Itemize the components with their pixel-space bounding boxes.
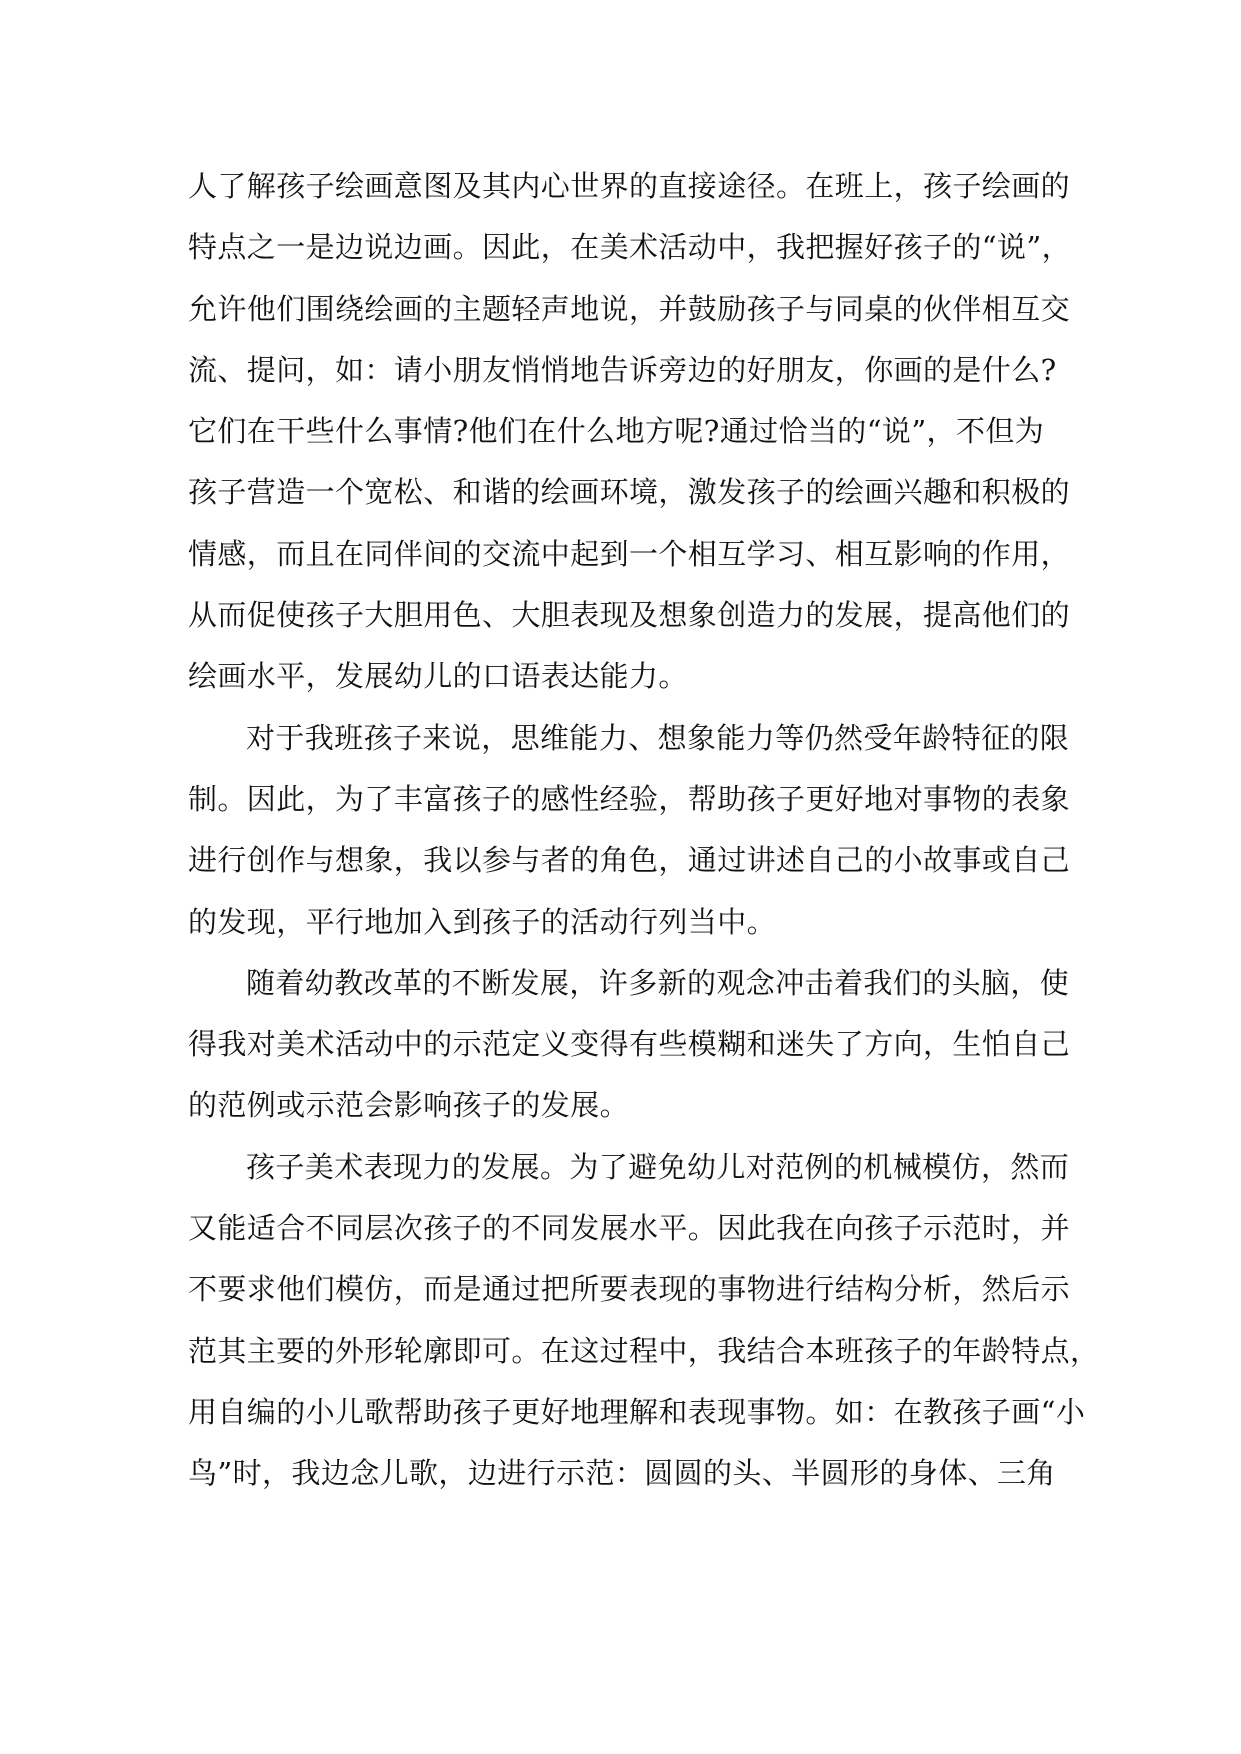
text-line: 流、提问，如：请小朋友悄悄地告诉旁边的好朋友，你画的是什么? (188, 352, 1057, 387)
text-line: 进行创作与想象，我以参与者的角色，通过讲述自己的小故事或自己 (188, 843, 1071, 878)
text-line: 鸟”时，我边念儿歌，边进行示范：圆圆的头、半圆形的身体、三角 (188, 1456, 1056, 1491)
text-line: 范其主要的外形轮廓即可。在这过程中，我结合本班孩子的年龄特点， (188, 1333, 1100, 1368)
body-text (188, 156, 1100, 1505)
text-line: 不要求他们模仿，而是通过把所要表现的事物进行结构分析，然后示 (188, 1272, 1071, 1307)
text-line: 允许他们围绕绘画的主题轻声地说，并鼓励孩子与同桌的伙伴相互交 (188, 291, 1071, 326)
text-line: 它们在干些什么事情?他们在什么地方呢?通过恰当的“说”，不但为 (188, 414, 1045, 449)
text-line: 制。因此，为了丰富孩子的感性经验，帮助孩子更好地对事物的表象 (188, 781, 1071, 816)
text-line: 的发现，平行地加入到孩子的活动行列当中。 (188, 904, 777, 939)
text-line: 孩子营造一个宽松、和谐的绘画环境，激发孩子的绘画兴趣和积极的 (188, 475, 1071, 510)
text-line: 的范例或示范会影响孩子的发展。 (188, 1088, 630, 1123)
text-line: 得我对美术活动中的示范定义变得有些模糊和迷失了方向，生怕自己 (188, 1027, 1071, 1062)
paragraph-first-line: 对于我班孩子来说，思维能力、想象能力等仍然受年龄特征的限 (246, 720, 1070, 755)
text-line: 特点之一是边说边画。因此，在美术活动中，我把握好孩子的“说”， (188, 230, 1072, 265)
paragraph-first-line: 孩子美术表现力的发展。为了避免幼儿对范例的机械模仿，然而 (246, 1149, 1070, 1184)
text-line: 从而促使孩子大胆用色、大胆表现及想象创造力的发展，提高他们的 (188, 598, 1071, 633)
paragraph-first-line: 随着幼教改革的不断发展，许多新的观念冲击着我们的头脑，使 (246, 965, 1070, 1000)
text-line: 人了解孩子绘画意图及其内心世界的直接途径。在班上，孩子绘画的 (188, 169, 1071, 203)
text-line: 用自编的小儿歌帮助孩子更好地理解和表现事物。如：在教孩子画“小 (188, 1394, 1086, 1429)
text-line: 又能适合不同层次孩子的不同发展水平。因此我在向孩子示范时，并 (188, 1211, 1071, 1246)
text-line: 绘画水平，发展幼儿的口语表达能力。 (188, 659, 688, 694)
text-line: 情感，而且在同伴间的交流中起到一个相互学习、相互影响的作用， (188, 536, 1071, 571)
